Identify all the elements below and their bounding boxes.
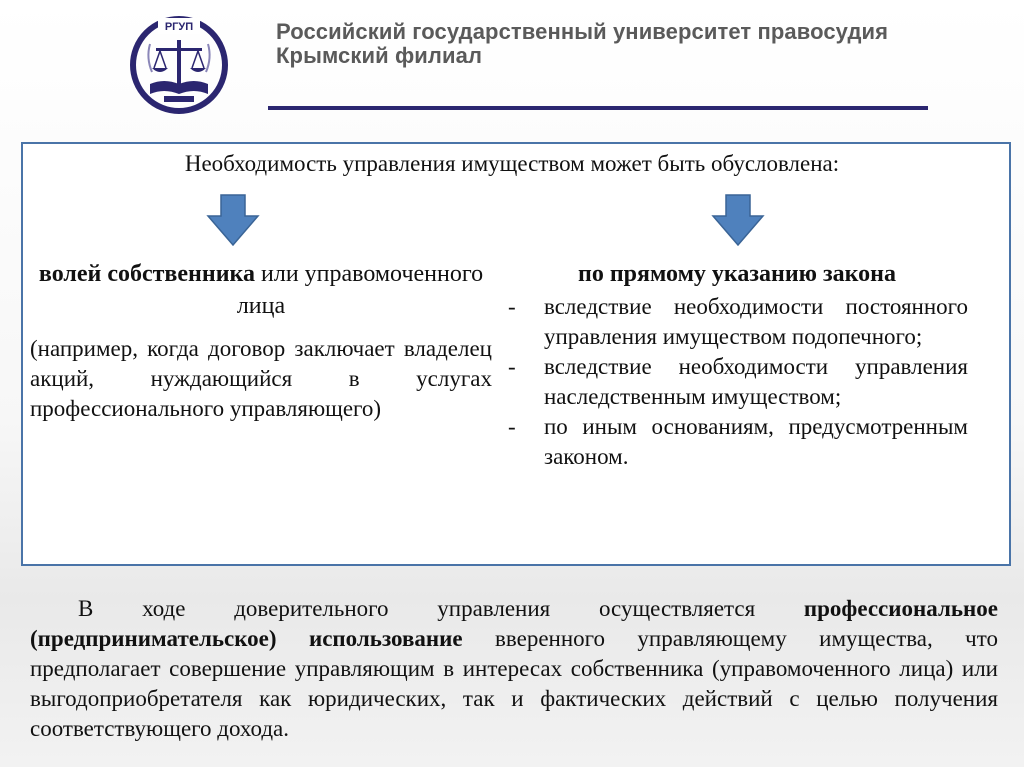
right-heading: по прямому указанию закона: [578, 261, 896, 287]
left-heading-rest: или управомоченного лица: [236, 261, 484, 319]
list-item: - вследствие необходимости постоянного управления имуществом подопечного;: [508, 294, 968, 349]
left-heading: [30, 258, 492, 322]
list-item: - по иным основаниям, предусмотренным законом.: [508, 414, 968, 469]
list-item-text: вследствие необходимости постоянного управления имуществом подопечного;: [544, 294, 968, 349]
left-column: [30, 258, 492, 424]
left-body: (например, когда договор заключает владелец акций, нуждающийся в услугах профессионального управляющего): [30, 336, 492, 421]
right-column: [506, 258, 968, 472]
logo-text: РГУП: [164, 21, 194, 33]
list-item-text: по иным основаниям, предусмотренным законом.: [544, 414, 968, 469]
down-arrow-icon: [206, 194, 260, 246]
bottom-text-2: вверенного управляющему имущества, что предполагает совершение управляющим в интересах собственника (управомоченного лица) или выгодоприобретателя как юридических, так и фактических действий с целью получения соответствующего дохода.: [30, 626, 998, 741]
intro-text: Необходимость управления имуществом может быть обусловлена:: [184, 151, 840, 176]
university-name: Российский государственный университет правосудия: [276, 19, 889, 44]
list-item-text: вследствие необходимости управления наследственным имуществом;: [544, 354, 968, 409]
bottom-text-1: В ходе доверительного управления осуществляется: [78, 596, 804, 621]
bottom-bold: профессиональное (предпринимательское) использование: [30, 596, 998, 651]
bottom-paragraph: [30, 594, 998, 744]
university-logo: [128, 14, 230, 116]
down-arrow-icon: [711, 194, 765, 246]
header-rule: [268, 106, 928, 110]
header-title: [276, 20, 888, 68]
right-list: [506, 292, 968, 472]
branch-name: Крымский филиал: [276, 43, 483, 68]
list-item: - вследствие необходимости управления наследственным имуществом;: [508, 354, 968, 409]
left-heading-bold: волей собственника: [38, 261, 255, 287]
